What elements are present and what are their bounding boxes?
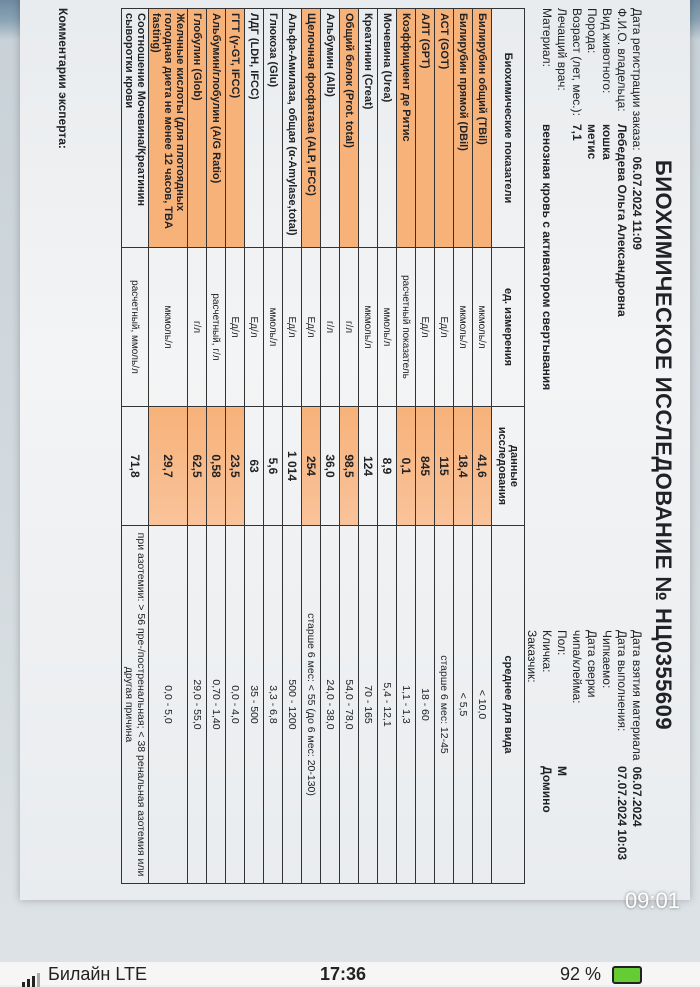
indicator-name: ЛДГ (LDH, IFCC): [245, 9, 264, 248]
unit-cell: Ед/л: [435, 248, 454, 407]
table-row: [302, 9, 321, 884]
indicator-name: Глюкоза (Glu): [264, 9, 283, 248]
result-value: 23,5: [226, 407, 245, 526]
info-left-value: венозная кровь с активатором свертывания: [540, 124, 554, 391]
report-title: БИОХИМИЧЕСКОЕ ИССЛЕДОВАНИЕ № НЦ0355609: [651, 159, 676, 731]
info-left-row: [569, 8, 584, 390]
unit-cell: г/л: [340, 248, 359, 407]
indicator-name: Глобулин (Glob): [188, 9, 207, 248]
phone-status-bar: [0, 962, 700, 985]
table-row: [416, 9, 435, 884]
info-right-row: [554, 630, 569, 860]
info-right-label: Пол:: [555, 630, 569, 656]
indicator-name: ГГТ (γ-GT, IFCC): [226, 9, 245, 248]
result-value: 71,8: [122, 407, 149, 526]
info-right-row: [629, 630, 644, 860]
battery-label: [560, 964, 642, 985]
result-value: 36,0: [321, 407, 340, 526]
unit-cell: мкмоль/л: [359, 248, 378, 407]
table-row: [207, 9, 226, 884]
info-left-value: кошка: [600, 124, 614, 160]
result-value: 98,5: [340, 407, 359, 526]
header-value: данные исследования: [492, 407, 525, 526]
reference-range: 35 - 500: [245, 526, 264, 884]
result-value: 5,6: [264, 407, 283, 526]
table-row: [435, 9, 454, 884]
result-value: 124: [359, 407, 378, 526]
info-right-label: Дата выполнения:: [615, 630, 629, 732]
indicator-name: Креатинин (Creat): [359, 9, 378, 248]
info-right-row: [569, 630, 584, 860]
table-row: [473, 9, 492, 884]
info-left-row: [629, 8, 644, 390]
status-clock: 17:36: [320, 964, 367, 984]
info-right-value: Домино: [540, 766, 554, 813]
patient-info-right: [524, 630, 644, 860]
header-reference: среднее для вида: [492, 526, 525, 884]
info-right-label: Дата взятия материала: [630, 630, 644, 761]
result-value: 8,9: [378, 407, 397, 526]
info-left-row: [584, 8, 599, 390]
info-right-label: чипа/клейма:: [570, 630, 584, 704]
info-left-label: Дата регистрации заказа:: [630, 8, 644, 151]
unit-cell: Ед/л: [226, 248, 245, 407]
unit-cell: расчетный, ммоль/л: [122, 248, 149, 407]
table-row: [340, 9, 359, 884]
info-right-label: Чипкаемо:: [600, 630, 614, 689]
results-table: [121, 8, 525, 884]
table-header-row: [492, 9, 525, 884]
info-left-value: 06.07.2024 11:09: [630, 156, 644, 250]
info-left-label: Лечащий врач:: [555, 8, 569, 91]
info-right-row: [584, 630, 599, 860]
info-right-value: 06.07.2024: [630, 766, 644, 827]
patient-info-left: [539, 8, 644, 390]
unit-cell: мкмоль/л: [454, 248, 473, 407]
reference-range: старше 6 мес: 12-45: [435, 526, 454, 884]
table-row: [149, 9, 188, 884]
result-value: 18,4: [454, 407, 473, 526]
table-row: [397, 9, 416, 884]
info-right-label: Заказчик:: [525, 630, 539, 683]
unit-cell: мкмоль/л: [473, 248, 492, 407]
info-left-value: 7,1: [570, 124, 584, 141]
unit-cell: Ед/л: [245, 248, 264, 407]
info-right-label: Дата сверки: [585, 630, 599, 698]
info-left-label: Ф.И.О. владельца:: [615, 8, 629, 112]
unit-cell: расчетный, г/л: [207, 248, 226, 407]
unit-cell: Ед/л: [302, 248, 321, 407]
result-value: 62,5: [188, 407, 207, 526]
unit-cell: ммоль/л: [264, 248, 283, 407]
info-right-value: 07.07.2024 10:03: [615, 766, 629, 861]
reference-range: 0,70 - 1,40: [207, 526, 226, 884]
reference-range: 0,0 - 4,0: [226, 526, 245, 884]
result-value: 115: [435, 407, 454, 526]
reference-range: < 5,5: [454, 526, 473, 884]
expert-comments-label: Комментарии эксперта:: [56, 8, 70, 149]
table-row: [245, 9, 264, 884]
unit-cell: ммоль/л: [378, 248, 397, 407]
result-value: 1 014: [283, 407, 302, 526]
lab-report-paper: [20, 0, 690, 900]
indicator-name: Альфа-Амилаза, общая (α-Amylase,total): [283, 9, 302, 248]
info-right-row: [614, 630, 629, 860]
result-value: 845: [416, 407, 435, 526]
unit-cell: Ед/л: [416, 248, 435, 407]
info-right-row: [599, 630, 614, 860]
reference-range: 54,0 - 78,0: [340, 526, 359, 884]
table-row: [359, 9, 378, 884]
reference-range: старше 6 мес: < 55 (до 6 мес: 20-130): [302, 526, 321, 884]
table-row: [378, 9, 397, 884]
reference-range: при азотемии: > 56 пре-/постренальная; < 38 ренальная азотемия или другая причина: [122, 526, 149, 884]
indicator-name: Альбумин/глобулин (A/G Ratio): [207, 9, 226, 248]
info-left-label: Возраст (лет, мес.):: [570, 8, 584, 116]
unit-cell: мкмоль/л: [149, 248, 188, 407]
indicator-name: Общий белок (Prot. total): [340, 9, 359, 248]
table-row: [188, 9, 207, 884]
signal-icon: [22, 966, 42, 987]
reference-range: 500 - 1200: [283, 526, 302, 884]
result-value: 0,58: [207, 407, 226, 526]
info-left-row: [539, 8, 554, 390]
result-value: 0,1: [397, 407, 416, 526]
info-left-row: [554, 8, 569, 390]
reference-range: 0,0 - 5,0: [149, 526, 188, 884]
result-value: 41,6: [473, 407, 492, 526]
info-left-label: Порода:: [585, 8, 599, 54]
info-left-label: Вид животного:: [600, 8, 614, 94]
reference-range: 29,0 - 55,0: [188, 526, 207, 884]
info-right-row: [539, 630, 554, 860]
results-body: [122, 9, 492, 884]
table-row: [283, 9, 302, 884]
indicator-name: Щелочная фосфатаза (ALP, IFCC): [302, 9, 321, 248]
table-row: [226, 9, 245, 884]
info-left-row: [599, 8, 614, 390]
table-row: [321, 9, 340, 884]
table-row: [454, 9, 473, 884]
indicator-name: Билирубин прямой (DBil): [454, 9, 473, 248]
result-value: 29,7: [149, 407, 188, 526]
indicator-name: АЛТ (GPT): [416, 9, 435, 248]
indicator-name: Альбумин (Alb): [321, 9, 340, 248]
reference-range: 5,4 - 12,1: [378, 526, 397, 884]
header-unit: ед. измерения: [492, 248, 525, 407]
info-right-row: [524, 630, 539, 860]
reference-range: 1,1 - 1,3: [397, 526, 416, 884]
unit-cell: расчетный показатель: [397, 248, 416, 407]
reference-range: < 10,0: [473, 526, 492, 884]
info-left-label: Материал:: [540, 8, 554, 67]
unit-cell: г/л: [188, 248, 207, 407]
unit-cell: г/л: [321, 248, 340, 407]
battery-icon: [612, 966, 642, 984]
reference-range: 24,0 - 38,0: [321, 526, 340, 884]
table-row: [264, 9, 283, 884]
indicator-name: Билирубин общий (TBil): [473, 9, 492, 248]
indicator-name: АСТ (GOT): [435, 9, 454, 248]
carrier-label: Билайн LTE: [48, 964, 148, 984]
reference-range: 70 - 165: [359, 526, 378, 884]
battery-percent: 92 %: [560, 964, 602, 984]
indicator-name: Соотношение Мочевина/Креатинин сыворотки крови: [122, 9, 149, 248]
overlay-time: 09:01: [624, 888, 680, 913]
reference-range: 18 - 60: [416, 526, 435, 884]
indicator-name: Желчные кислоты (для плотоядных голодная диета не менее 12 часов, TBA fasting): [149, 9, 188, 248]
result-value: 63: [245, 407, 264, 526]
header-indicator: Биохимические показатели: [492, 9, 525, 248]
indicator-name: Мочевина (Urea): [378, 9, 397, 248]
info-right-label: Кличка:: [540, 630, 554, 673]
info-left-value: метис: [585, 124, 599, 160]
reference-range: 3,3 - 6,8: [264, 526, 283, 884]
info-left-value: Лебедева Ольга Александровна: [615, 124, 629, 317]
indicator-name: Коэффициент де Ритис: [397, 9, 416, 248]
info-right-value: М: [555, 766, 569, 776]
result-value: 254: [302, 407, 321, 526]
info-left-row: [614, 8, 629, 390]
table-row: [122, 9, 149, 884]
unit-cell: Ед/л: [283, 248, 302, 407]
